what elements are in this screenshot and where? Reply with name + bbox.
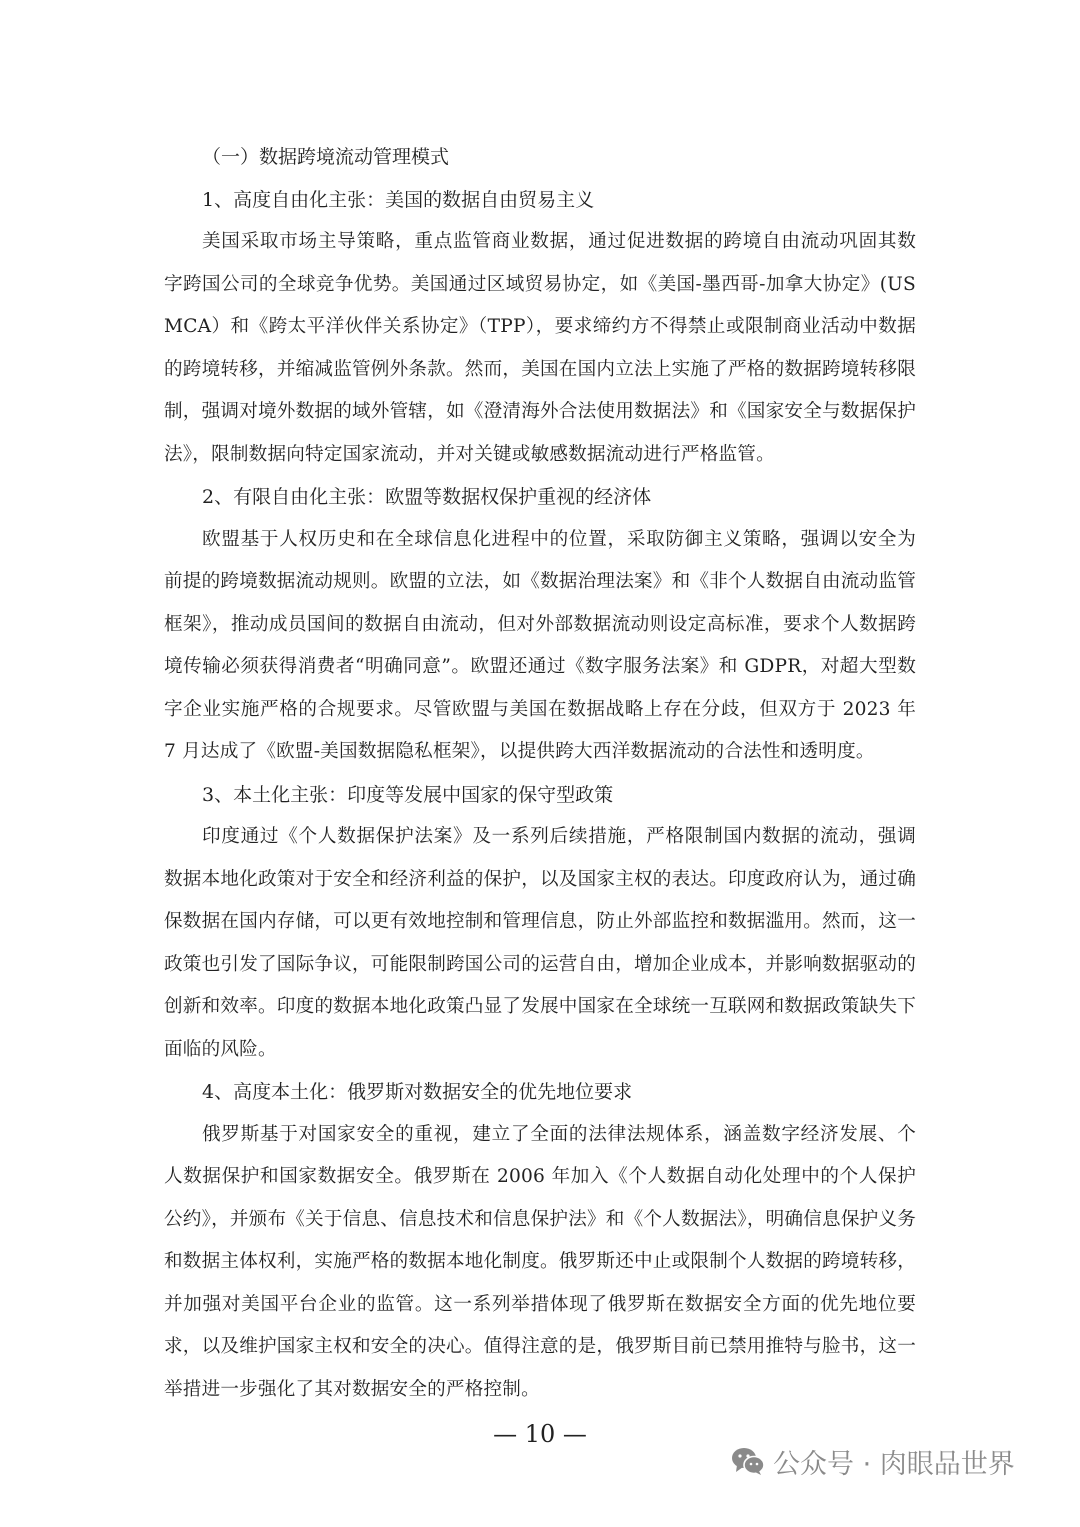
paragraph-india: 印度通过《个人数据保护法案》及一系列后续措施，严格限制国内数据的流动，强调数据本地化政策对于安全和经济利益的保护，以及国家主权的表达。印度政府认为，通过确保数据在国内存储，可以更有效地控制和管理信息，防止外部监控和数据滥用。然而，这一政策也引发了国际争议，可能限制跨国公司的运营自由，增加企业成本，并影响数据驱动的创新和效率。印度的数据本地化政策凸显了发展中国家在全球统一互联网和数据政策缺失下面临的风险。: [164, 826, 916, 1060]
watermark: [731, 1436, 1015, 1486]
paragraph-usa: 美国采取市场主导策略，重点监管商业数据，通过促进数据的跨境自由流动巩固其数字跨国公司的全球竞争优势。美国通过区域贸易协定，如《美国-墨西哥-加拿大协定》(USMCA）和《跨太平洋伙伴关系协定》（TPP），要求缔约方不得禁止或限制商业活动中数据的跨境转移，并缩减监管例外条款。然而，美国在国内立法上实施了严格的数据跨境转移限制，强调对境外数据的域外管辖，如《澄清海外合法使用数据法》和《国家安全与数据保护法》，限制数据向特定国家流动，并对关键或敏感数据流动进行严格监管。: [164, 231, 916, 465]
subsection-heading-2: 2、有限自由化主张：欧盟等数据权保护重视的经济体: [202, 486, 652, 508]
subsection-heading-3: 3、本土化主张：印度等发展中国家的保守型政策: [202, 783, 614, 806]
section-title: （一）数据跨境流动管理模式: [202, 146, 450, 168]
wechat-icon: [731, 1446, 765, 1476]
paragraph-eu: 欧盟基于人权历史和在全球信息化进程中的位置，采取防御主义策略，强调以安全为前提的跨境数据流动规则。欧盟的立法，如《数据治理法案》和《非个人数据自由流动监管框架》，推动成员国间的数据自由流动，但对外部数据流动则设定高标准，要求个人数据跨境传输必须获得消费者“明确同意”。欧盟还通过《数字服务法案》和 GDPR，对超大型数字企业实施严格的合规要求。尽管欧盟与美国在数据战略上存在分歧，但双方于 2023 年 7 月达成了《欧盟-美国数据隐私框架》，以提供跨大西洋数据流动的合法性和透明度。: [164, 528, 916, 762]
page-number: — 10 —: [493, 1420, 587, 1448]
paragraph-russia: 俄罗斯基于对国家安全的重视，建立了全面的法律法规体系，涵盖数字经济发展、个人数据保护和国家数据安全。俄罗斯在 2006 年加入《个人数据自动化处理中的个人保护公约》，并颁布《关于信息、信息技术和信息保护法》和《个人数据法》，明确信息保护义务和数据主体权利，实施严格的数据本地化制度。俄罗斯还中止或限制个人数据的跨境转移，并加强对美国平台企业的监管。这一系列举措体现了俄罗斯在数据安全方面的优先地位要求，以及维护国家主权和安全的决心。值得注意的是，俄罗斯目前已禁用推特与脸书，这一举措进一步强化了其对数据安全的严格控制。: [164, 1123, 916, 1400]
subsection-heading-1: 1、高度自由化主张：美国的数据自由贸易主义: [202, 188, 595, 211]
subsection-heading-4: 4、高度本土化：俄罗斯对数据安全的优先地位要求: [202, 1081, 633, 1103]
document-body: [164, 136, 916, 1411]
watermark-text: 公众号 · 肉眼品世界: [773, 1448, 1015, 1480]
